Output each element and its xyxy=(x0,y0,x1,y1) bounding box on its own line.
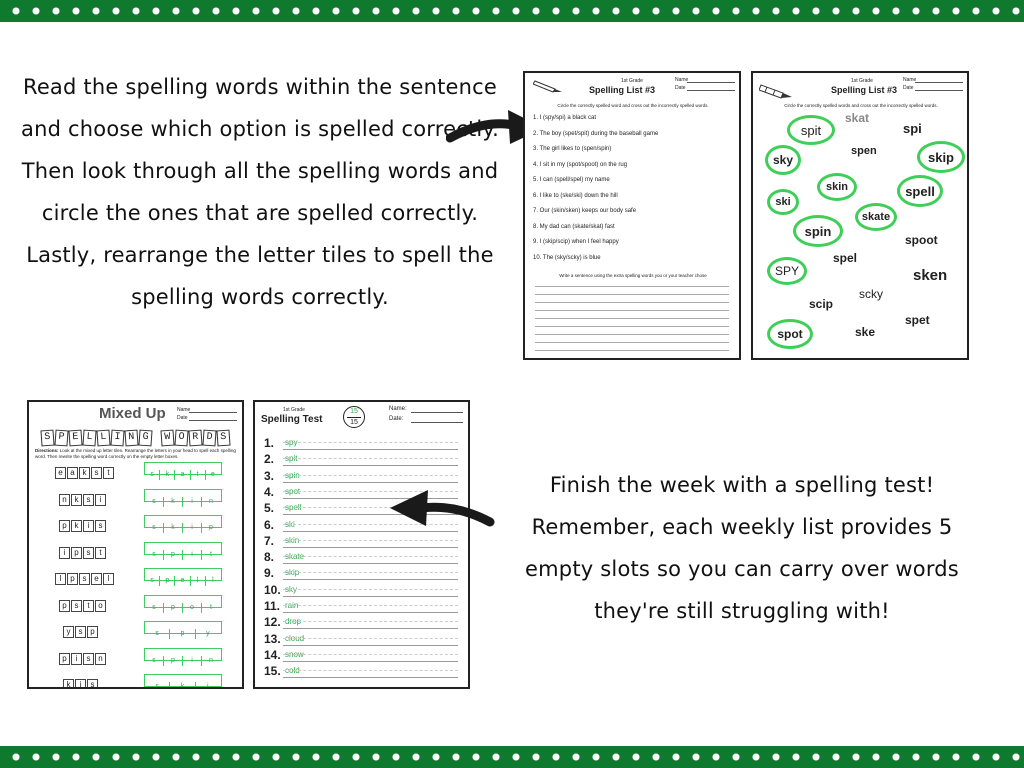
word: spel xyxy=(833,251,858,265)
letter-tile: t xyxy=(95,547,106,559)
guide-line xyxy=(283,670,458,671)
letter-tile: t xyxy=(103,467,114,479)
circled-word: spit xyxy=(787,115,835,145)
letter-tile: p xyxy=(59,653,70,665)
answer-line xyxy=(283,547,458,548)
banner-letter-tile: L xyxy=(96,430,110,447)
test-answer: drop xyxy=(285,617,302,627)
test-answer: sky xyxy=(285,584,297,594)
sentence-row: 8. My dad can (skate/skat) fast xyxy=(533,223,615,230)
sheet-title: Spelling List #3 xyxy=(589,85,656,95)
test-answer: snow xyxy=(285,649,304,659)
letter-tile: k xyxy=(71,520,82,532)
letter-tile: s xyxy=(79,573,90,585)
letter-tile: p xyxy=(59,520,70,532)
answer-letter: n xyxy=(201,656,220,666)
score-value: 15 xyxy=(347,407,361,418)
answer-letter: s xyxy=(155,683,159,689)
scrambled-tiles xyxy=(59,515,107,533)
guide-line xyxy=(283,540,458,541)
grade-label: 1st Grade xyxy=(621,78,643,84)
test-number: 14. xyxy=(264,647,281,662)
scrambled-tiles xyxy=(55,462,115,480)
sentence-row: 1. I (spy/spi) a black cat xyxy=(533,115,597,121)
test-number: 1. xyxy=(264,436,275,450)
footer-prompt: Write a sentence using the extra spelling words you or your teacher chose xyxy=(559,273,707,278)
test-number: 8. xyxy=(264,550,275,565)
answer-boxes xyxy=(144,462,222,478)
date-label: Date: xyxy=(389,416,404,422)
test-number: 6. xyxy=(264,517,275,532)
test-answer: skin xyxy=(285,535,300,545)
banner-letter-tile: O xyxy=(174,430,188,447)
banner-letter-tile: S xyxy=(216,430,230,447)
banner-letter-tile: I xyxy=(110,430,124,447)
answer-boxes xyxy=(144,648,222,664)
circled-word: spell xyxy=(897,175,943,207)
letter-tile: e xyxy=(91,573,102,585)
answer-letter: k xyxy=(159,470,174,480)
test-answer: spot xyxy=(285,486,301,496)
answer-line xyxy=(283,628,458,629)
answer-boxes xyxy=(144,674,222,687)
answer-letter: p xyxy=(163,603,182,613)
answer-letter: k xyxy=(163,497,182,507)
scrambled-tiles xyxy=(59,489,107,507)
answer-letter: s xyxy=(150,471,154,478)
test-answer: cloud xyxy=(285,633,305,643)
circled-word: skip xyxy=(917,141,965,173)
answer-line xyxy=(283,677,458,678)
answer-letter: y xyxy=(195,629,220,639)
word: sken xyxy=(913,267,948,284)
test-answer: skate xyxy=(285,552,305,562)
banner-letter-tile: S xyxy=(40,430,54,447)
circled-word: spot xyxy=(767,319,813,349)
instructions: Circle the correctly spelled word and cross out the incorrectly spelled words. xyxy=(557,103,709,108)
letter-tile: s xyxy=(75,626,86,638)
sheet-title: Spelling List #3 xyxy=(831,85,898,95)
answer-boxes xyxy=(144,542,222,558)
letter-tile: p xyxy=(59,600,70,612)
banner-word-spelling xyxy=(41,426,153,446)
test-number: 9. xyxy=(264,566,275,581)
polka-dot-band-bottom xyxy=(0,746,1024,768)
sentence-row: 6. I like to (ske/ski) down the hill xyxy=(533,192,618,199)
scrambled-tiles xyxy=(59,542,107,560)
circled-word: sky xyxy=(765,145,801,175)
word: spen xyxy=(851,145,877,157)
letter-tile: t xyxy=(83,600,94,612)
sentence-row: 10. The (sky/scky) is blue xyxy=(533,254,601,261)
answer-letter: s xyxy=(150,577,154,584)
answer-boxes xyxy=(144,568,222,584)
letter-tile: i xyxy=(75,679,86,689)
answer-line xyxy=(283,465,458,466)
mixed-up-title: Mixed Up xyxy=(99,405,166,422)
letter-tile: l xyxy=(103,573,114,585)
answer-line xyxy=(283,661,458,662)
guide-line xyxy=(283,475,458,476)
letter-tile: k xyxy=(71,494,82,506)
letter-tile: s xyxy=(91,467,102,479)
sentence-row: 3. The girl likes to (spen/spin) xyxy=(533,146,612,152)
banner-letter-tile: L xyxy=(82,430,96,447)
guide-line xyxy=(283,572,458,573)
letter-tile: l xyxy=(55,573,66,585)
test-answer: cold xyxy=(285,666,300,676)
letter-tile: i xyxy=(83,520,94,532)
sentence-row: 2. The boy (spet/spit) during the baseball game xyxy=(533,130,659,137)
date-label: Date xyxy=(675,85,686,91)
pencil-icon xyxy=(533,77,563,93)
name-label: Name xyxy=(177,407,191,413)
sentence-row: 5. I can (spell/spel) my name xyxy=(533,177,610,183)
letter-tile: i xyxy=(95,494,106,506)
spelling-words-banner xyxy=(41,426,241,446)
guide-line xyxy=(283,638,458,639)
word: skat xyxy=(845,111,870,125)
circled-word: skin xyxy=(817,173,857,201)
letter-tile: s xyxy=(95,520,106,532)
letter-tile: i xyxy=(71,653,82,665)
answer-letter: s xyxy=(152,656,156,664)
test-answer: skip xyxy=(285,568,300,578)
answer-boxes xyxy=(144,515,222,531)
answer-boxes xyxy=(144,489,222,505)
answer-line xyxy=(283,645,458,646)
circled-word: SPY xyxy=(767,257,807,285)
test-number: 2. xyxy=(264,452,275,467)
letter-tile: k xyxy=(79,467,90,479)
scrambled-tiles xyxy=(59,595,107,613)
letter-tile: n xyxy=(59,494,70,506)
answer-letter: p xyxy=(163,656,182,666)
letter-tile: p xyxy=(71,547,82,559)
answer-letter: p xyxy=(201,523,220,533)
answer-line xyxy=(283,579,458,580)
guide-line xyxy=(283,605,458,606)
directions: Directions: Look at the mixed up letter tiles. Rearrange the letters in your head to spell each spelling word. Then rewrite the spelling word correctly on the empty letter boxes. xyxy=(35,448,236,459)
letter-tile: k xyxy=(63,679,74,689)
circled-word: spin xyxy=(793,215,843,247)
scrambled-tiles xyxy=(63,621,99,639)
letter-tile: n xyxy=(95,653,106,665)
letter-tile: s xyxy=(83,494,94,506)
answer-letter: p xyxy=(169,629,194,639)
letter-tile: p xyxy=(87,626,98,638)
answer-letter: i xyxy=(182,656,201,666)
name-label: Name xyxy=(903,77,917,83)
answer-letter: k xyxy=(169,682,194,689)
guide-line xyxy=(283,589,458,590)
letter-tile: s xyxy=(87,679,98,689)
worksheet-circle-words xyxy=(751,71,969,360)
answer-boxes xyxy=(144,595,222,611)
answer-letter: o xyxy=(182,603,201,613)
test-answer: ski xyxy=(285,519,295,529)
letter-tile: s xyxy=(71,600,82,612)
arrow-left-icon xyxy=(386,484,496,534)
letter-tile: o xyxy=(95,600,106,612)
answer-letter: i xyxy=(195,682,220,689)
banner-letter-tile: W xyxy=(160,430,174,447)
word: spoot xyxy=(905,233,938,247)
banner-letter-tile: D xyxy=(202,430,216,447)
sheet-title: Spelling Test xyxy=(261,414,323,425)
answer-letter: s xyxy=(155,630,159,637)
answer-letter: l xyxy=(190,576,205,586)
banner-letter-tile: E xyxy=(68,430,82,447)
worksheet-spelling-list-sentences xyxy=(523,71,741,360)
answer-letter: i xyxy=(182,523,201,533)
sentence-row: 9. I (skip/scip) when I feel happy xyxy=(533,239,619,245)
test-number: 15. xyxy=(264,664,281,679)
answer-letter: i xyxy=(182,550,201,560)
answer-letter: s xyxy=(152,497,156,505)
test-answer: spy xyxy=(285,438,298,447)
answer-letter: e xyxy=(174,576,189,586)
description-top: Read the spelling words within the sentence and choose which option is spelled correctly. Then look through all the spelling words and circle the ones that are spelled correctly. Lastly, rearrange the letter tiles to spell the spelling words correctly. xyxy=(21,75,499,309)
guide-line xyxy=(283,458,458,459)
banner-letter-tile: R xyxy=(188,430,202,447)
answer-letter: s xyxy=(152,524,156,531)
scrambled-tiles xyxy=(55,568,115,586)
answer-letter: p xyxy=(159,576,174,586)
letter-tile: e xyxy=(55,467,66,479)
grade-label: 1st Grade xyxy=(283,407,305,413)
test-number: 12. xyxy=(264,615,281,630)
grade-label: 1st Grade xyxy=(851,78,873,84)
letter-tile: y xyxy=(63,626,74,638)
answer-letter: p xyxy=(163,550,182,560)
test-answer: spell xyxy=(285,503,302,513)
guide-line xyxy=(283,442,458,443)
test-number: 5. xyxy=(264,501,275,516)
answer-letter: t xyxy=(190,470,205,480)
scrambled-tiles xyxy=(63,674,99,689)
instructions: Circle the correctly spelled words and cross out the incorrectly spelled words. xyxy=(784,103,938,108)
guide-line xyxy=(283,556,458,557)
answer-letter: n xyxy=(201,497,220,507)
letter-tile: a xyxy=(67,467,78,479)
test-number: 3. xyxy=(264,468,275,483)
answer-letter: l xyxy=(205,576,220,586)
answer-line xyxy=(283,482,458,483)
letter-tile: i xyxy=(59,547,70,559)
test-number: 4. xyxy=(264,484,275,499)
worksheet-spelling-test xyxy=(253,400,470,689)
answer-letter: s xyxy=(152,550,156,558)
answer-line xyxy=(283,563,458,564)
word: ske xyxy=(855,325,876,339)
circled-word: skate xyxy=(855,203,897,231)
answer-letter: i xyxy=(182,497,201,507)
answer-line xyxy=(283,449,458,450)
test-number: 11. xyxy=(264,599,281,613)
word: scky xyxy=(859,287,883,301)
answer-letter: s xyxy=(152,603,156,611)
guide-line xyxy=(283,654,458,655)
banner-letter-tile: P xyxy=(54,430,68,447)
circled-word: ski xyxy=(767,189,799,215)
sentence-row: 4. I sit in my (spot/spoot) on the rug xyxy=(533,161,628,168)
name-label: Name: xyxy=(389,406,407,412)
test-number: 13. xyxy=(264,631,281,646)
test-number: 7. xyxy=(264,533,275,548)
crayon-icon xyxy=(759,79,793,99)
letter-tile: s xyxy=(83,653,94,665)
answer-letter: e xyxy=(205,470,220,480)
worksheet-mixed-up-words xyxy=(27,400,244,689)
name-label: Name xyxy=(675,77,689,83)
word: spi xyxy=(903,121,922,136)
test-answer: spit xyxy=(285,454,298,464)
word: spet xyxy=(905,313,930,327)
test-number: 10. xyxy=(264,582,281,597)
answer-letter: t xyxy=(201,550,220,560)
banner-letter-tile: N xyxy=(124,430,138,447)
sentence-row: 7. Our (skin/sken) keeps our body safe xyxy=(533,208,637,214)
score-total: 15 xyxy=(350,419,358,426)
answer-line xyxy=(283,596,458,597)
test-answer: rain xyxy=(285,601,299,610)
score-circle xyxy=(343,406,365,428)
letter-tile: s xyxy=(83,547,94,559)
polka-dot-band-top xyxy=(0,0,1024,22)
answer-letter: k xyxy=(163,523,182,533)
test-answer: spin xyxy=(285,470,300,480)
word: scip xyxy=(809,297,834,311)
date-label: Date xyxy=(177,415,188,421)
banner-word-words xyxy=(161,426,231,446)
answer-letter: a xyxy=(174,470,189,480)
letter-tile: p xyxy=(67,573,78,585)
answer-boxes xyxy=(144,621,222,637)
scrambled-tiles xyxy=(59,648,107,666)
description-bottom: Finish the week with a spelling test! Remember, each weekly list provides 5 empty slots so you can carry over words they're still struggling with! xyxy=(525,473,959,623)
answer-line xyxy=(283,612,458,613)
guide-line xyxy=(283,621,458,622)
answer-letter: t xyxy=(201,603,220,613)
date-label: Date xyxy=(903,85,914,91)
banner-letter-tile: G xyxy=(138,430,152,447)
